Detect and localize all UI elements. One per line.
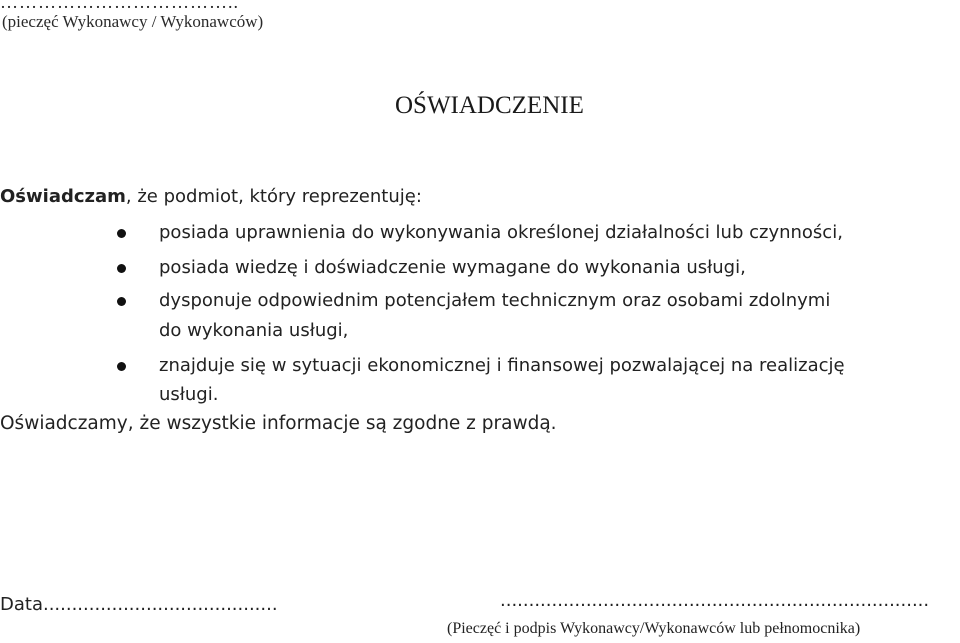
signature-caption: (Pieczęć i podpis Wykonawcy/Wykonawców lub pełnomocnika): [447, 620, 861, 637]
bullet-icon: [117, 297, 126, 306]
list-item-line: do wykonania usługi,: [159, 320, 349, 341]
stamp-placeholder-dots: ………………………………..: [0, 0, 239, 12]
stamp-caption: (pieczęć Wykonawcy / Wykonawców): [2, 12, 264, 31]
signature-line: ...........................................................................: [500, 590, 930, 611]
intro-sentence: [0, 186, 422, 207]
closing-statement: Oświadczamy, że wszystkie informacje są zgodne z prawdą.: [0, 413, 557, 434]
bullet-icon: [117, 229, 126, 238]
list-item-line: dysponuje odpowiednim potencjałem technicznym oraz osobami zdolnymi: [159, 290, 831, 311]
document-title: OŚWIADCZENIE: [395, 92, 584, 119]
list-item-line: posiada uprawnienia do wykonywania określonej działalności lub czynności,: [159, 222, 843, 243]
intro-rest: , że podmiot, który reprezentuję:: [125, 186, 422, 207]
date-field: Data.........................................: [0, 594, 278, 615]
list-item-line: znajduje się w sytuacji ekonomicznej i finansowej pozwalającej na realizację: [159, 355, 845, 376]
intro-bold: Oświadczam: [0, 186, 126, 207]
bullet-icon: [117, 362, 126, 371]
bullet-icon: [117, 264, 126, 273]
list-item-line: posiada wiedzę i doświadczenie wymagane do wykonania usługi,: [159, 257, 746, 278]
list-item-line: usługi.: [159, 384, 219, 405]
